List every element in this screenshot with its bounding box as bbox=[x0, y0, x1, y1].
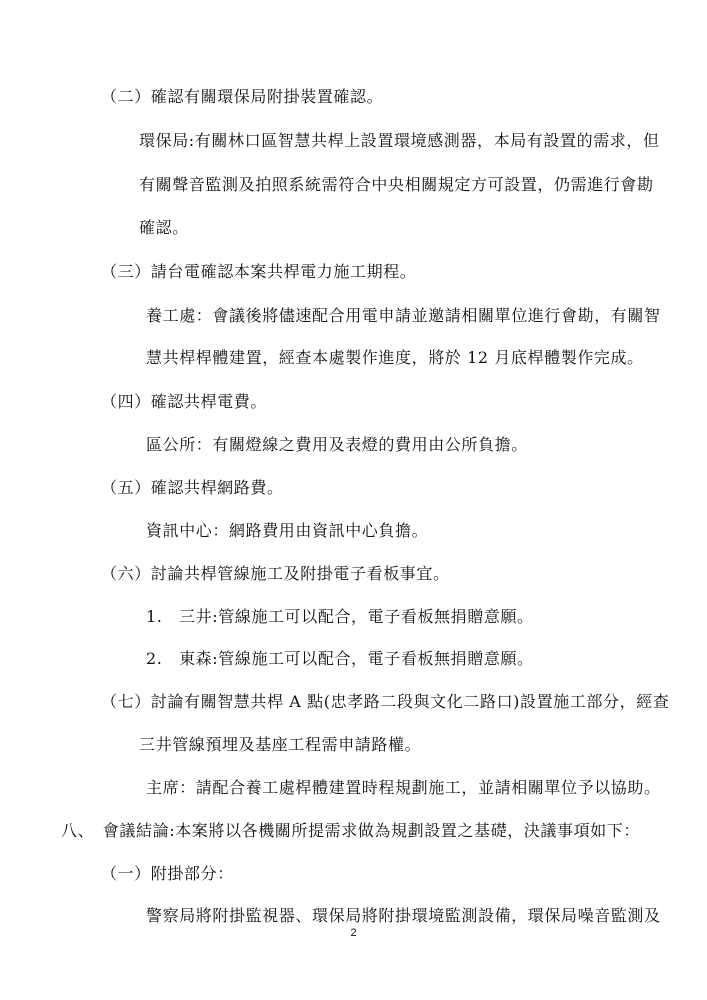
body-text-line: 警察局將附掛監視器、環保局將附掛環境監測設備，環保局噪音監測及 bbox=[146, 906, 661, 925]
body-text-line: 確認。 bbox=[139, 218, 189, 237]
body-text-line: 資訊中心：網路費用由資訊中心負擔。 bbox=[146, 521, 429, 540]
section-heading-2: （二）確認有關環保局附掛裝置確認。 bbox=[101, 87, 384, 106]
list-item: 1. 三井:管線施工可以配合，電子看板無捐贈意願。 bbox=[146, 607, 534, 626]
section-heading-4: （四）確認共桿電費。 bbox=[101, 392, 268, 411]
body-text-line: 主席：請配合養工處桿體建置時程規劃施工，並請相關單位予以協助。 bbox=[146, 778, 661, 797]
body-text-line: 區公所：有關燈線之費用及表燈的費用由公所負擔。 bbox=[146, 435, 528, 454]
section-heading-5: （五）確認共桿網路費。 bbox=[101, 478, 284, 497]
subsection-heading-1: （一）附掛部分： bbox=[101, 864, 234, 883]
page-number: 2 bbox=[350, 927, 357, 939]
body-text-line: 有關聲音監測及拍照系統需符合中央相關規定方可設置，仍需進行會勘 bbox=[139, 175, 654, 194]
body-text-line: 環保局:有關林口區智慧共桿上設置環境感測器，本局有設置的需求，但 bbox=[139, 131, 660, 150]
body-text-line: 三井管線預埋及基座工程需申請路權。 bbox=[139, 735, 422, 754]
section-heading-8: 八、 會議結論:本案將以各機關所提需求做為規劃設置之基礎，決議事項如下： bbox=[61, 821, 640, 840]
section-heading-6: （六）討論共桿管線施工及附掛電子看板事宜。 bbox=[101, 564, 450, 583]
body-text-line: 慧共桿桿體建置，經查本處製作進度，將於 12 月底桿體製作完成。 bbox=[146, 348, 644, 367]
section-heading-3: （三）請台電確認本案共桿電力施工期程。 bbox=[101, 262, 417, 281]
section-heading-7: （七）討論有關智慧共桿 A 點(忠孝路二段與文化二路口)設置施工部分，經查 bbox=[101, 692, 670, 711]
list-item: 2. 東森:管線施工可以配合，電子看板無捐贈意願。 bbox=[146, 649, 534, 668]
body-text-line: 養工處：會議後將儘速配合用電申請並邀請相關單位進行會勘，有關智 bbox=[146, 306, 661, 325]
